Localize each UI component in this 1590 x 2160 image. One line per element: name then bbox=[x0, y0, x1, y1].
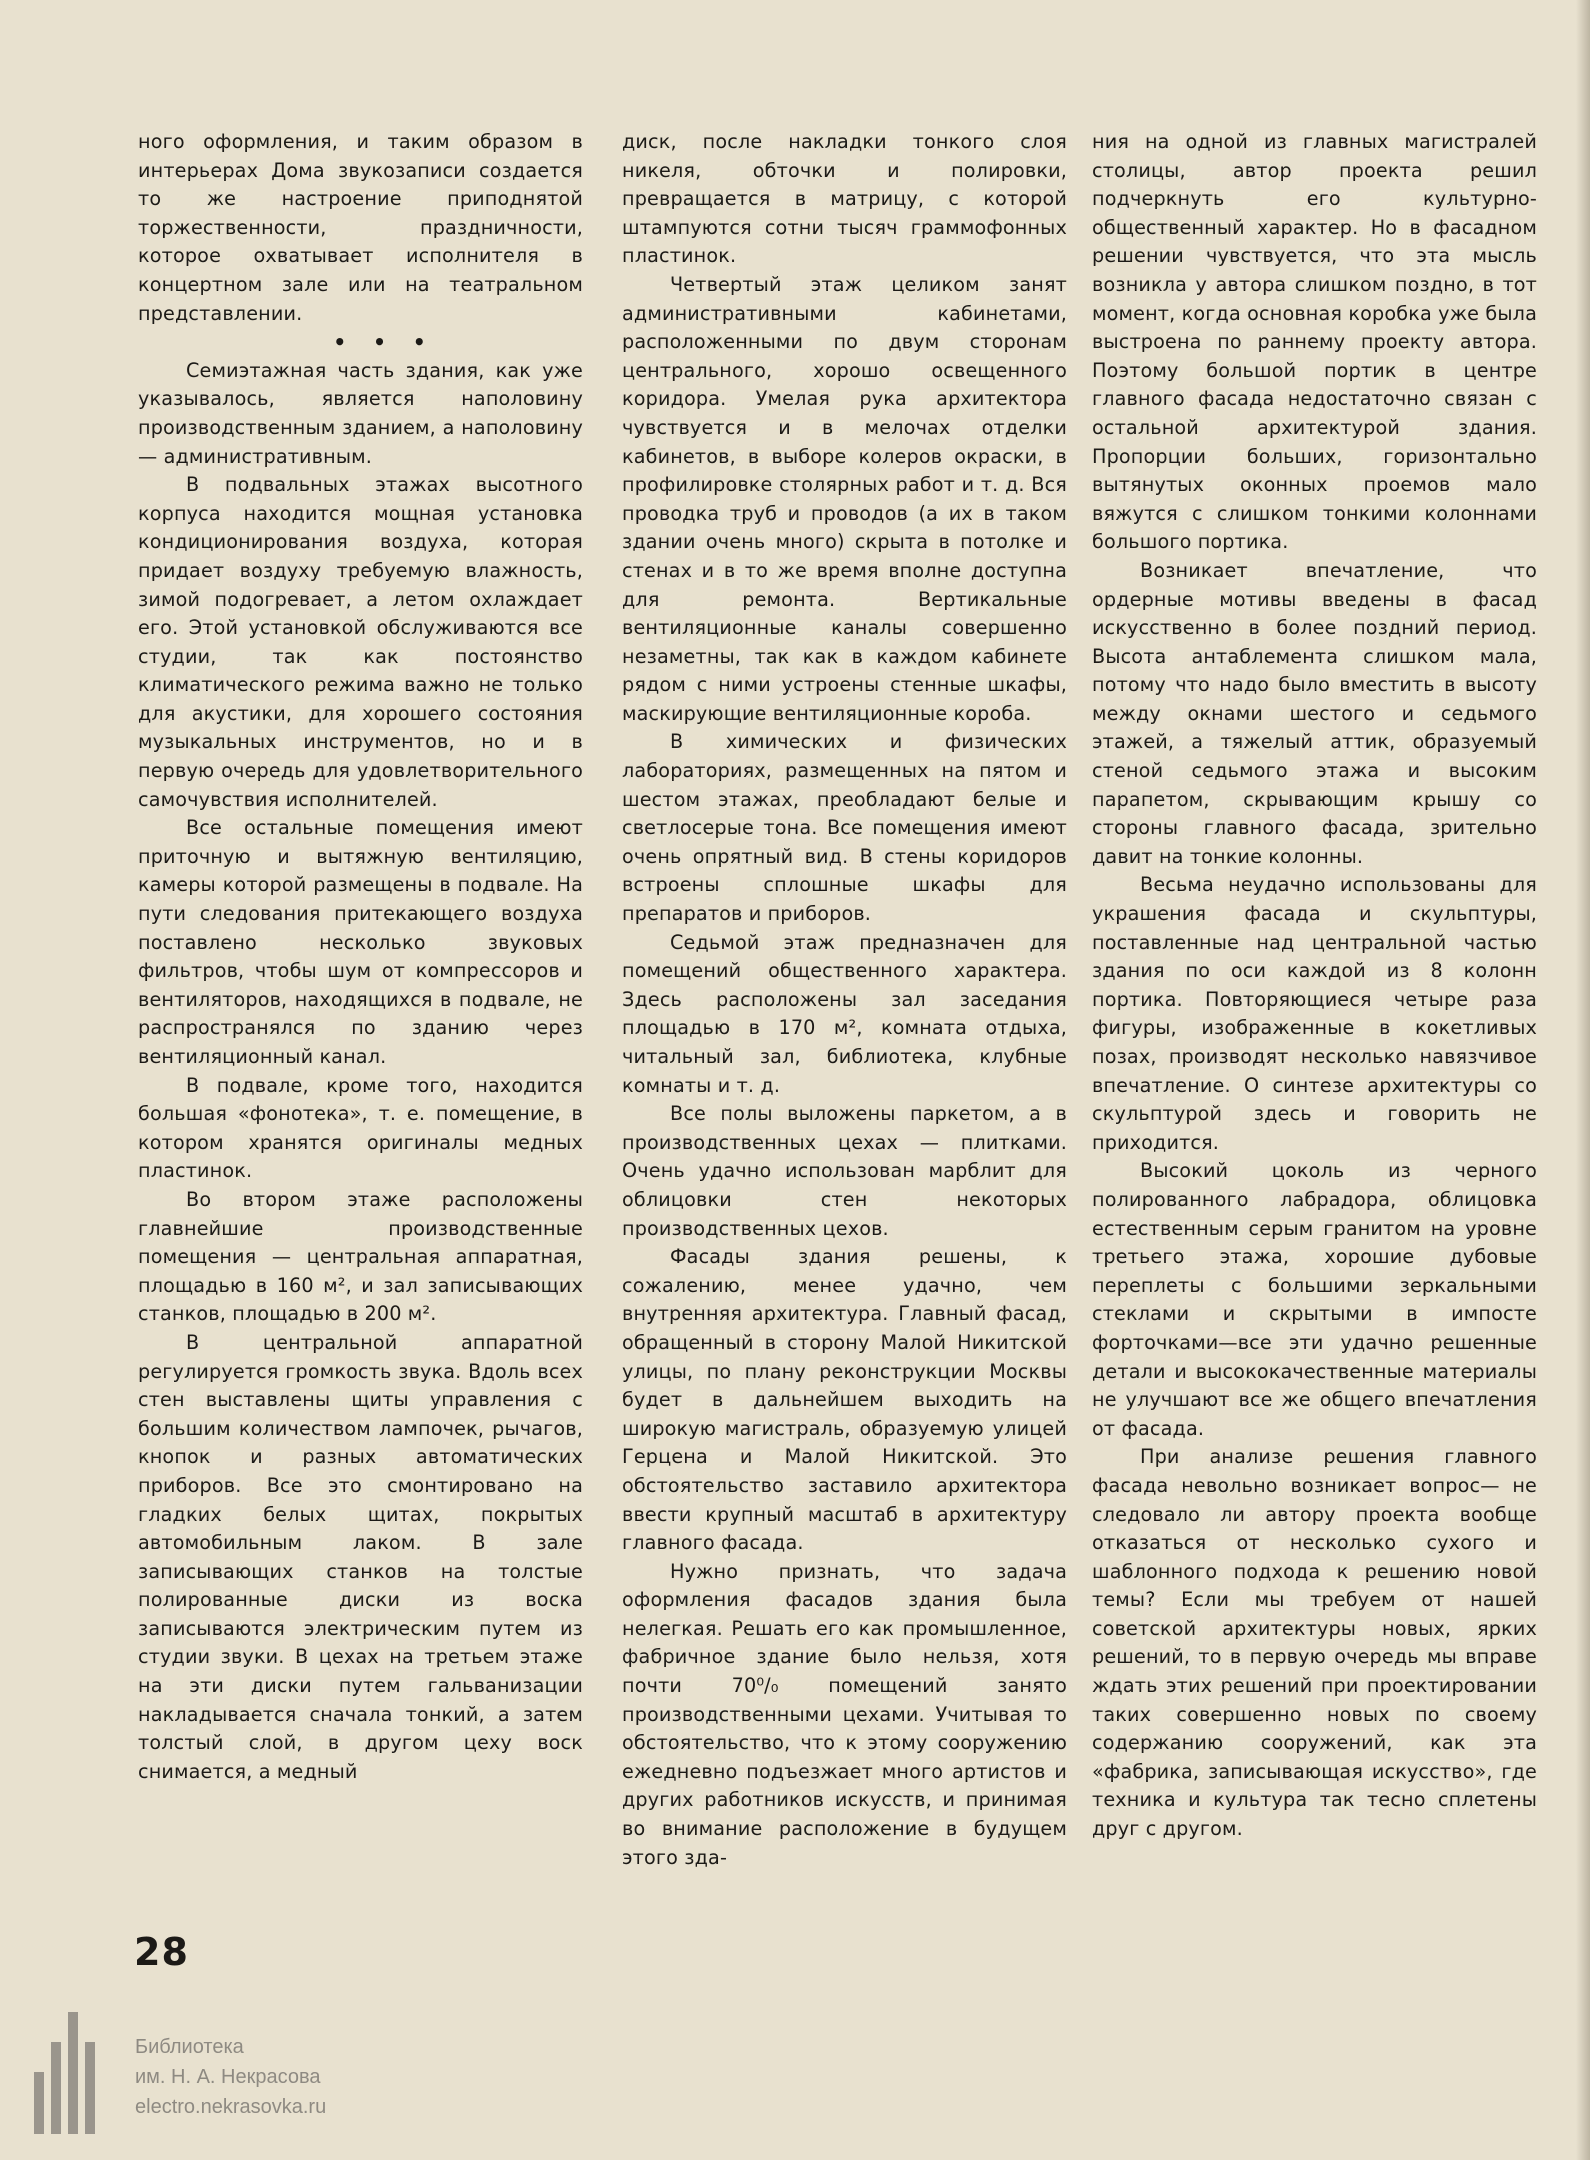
page-number: 28 bbox=[134, 1930, 189, 1974]
library-url[interactable]: electro.nekrasovka.ru bbox=[135, 2096, 327, 2118]
library-logo-icon bbox=[34, 2012, 96, 2134]
page-edge-shadow bbox=[1576, 0, 1590, 2160]
text-column-1 bbox=[138, 128, 583, 1786]
paragraph: В подвальных этажах высотного корпуса находится мощная установка кондиционирования воздуха, которая придает воздуху требуемую влажность, зимой подогревает, а летом охлаждает его. Этой установкой обслуживаются все студии, так как постоянство климатического режима важно не только для акустики, для хорошего состояния музыкальных инструментов, но и в первую очередь для удовлетворительного самочувствия исполнителей. bbox=[138, 473, 583, 811]
paragraph: При анализе решения главного фасада невольно возникает вопрос— не следовало ли автору проекта вообще отказаться от несколько сухого и шаблонного подхода к решению новой темы? Если мы требуем от нашей советской архитектуры новых, ярких решений, то в первую очередь мы вправе ждать этих решений при проектировании таких совершенно новых по своему содержанию сооружений, как эта «фабрика, записывающая искусство», где техника и культура так тесно сплетены друг с другом. bbox=[1092, 1445, 1537, 1841]
paragraph: Все остальные помещения имеют приточную и вытяжную вентиляцию, камеры которой размещены в подвале. На пути следования притекающего воздуха поставлено несколько звуковых фильтров, чтобы шум от компрессоров и вентиляторов, находящихся в подвале, не распространялся по зданию через вентиляционный канал. bbox=[138, 816, 583, 1068]
paragraph: ного оформления, и таким образом в интерьерах Дома звукозаписи создается то же настроение приподнятой торжественности, праздничности, которое охватывает исполнителя в концертном зале или на театральном представлении. bbox=[138, 130, 583, 325]
paragraph: Седьмой этаж предназначен для помещений общественного характера. Здесь расположены зал заседания площадью в 170 м², комната отдыха, читальный зал, библиотека, клубные комнаты и т. д. bbox=[622, 930, 1067, 1097]
paragraph: Высокий цоколь из черного полированного лабрадора, облицовка естественным серым гранитом на уровне третьего этажа, хорошие дубовые переплеты с большими зеркальными стеклами и скрытыми в импосте форточками—все эти удачно решенные детали и высококачественные материалы не улучшают все же общего впечатления от фасада. bbox=[1092, 1159, 1537, 1440]
paragraph: Семиэтажная часть здания, как уже указывалось, является наполовину производственным зданием, а наполовину — административным. bbox=[138, 358, 583, 468]
paragraph: Возникает впечатление, что ордерные мотивы введены в фасад искусственно в более поздний период. Высота антаблемента слишком мала, потому что надо было вместить в высоту между окнами шестого и седьмого этажей, а тяжелый аттик, образуемый стеной седьмого этажа и высоким парапетом, скрывающим крышу со стороны главного фасада, зрительно давит на тонкие колонны. bbox=[1092, 558, 1537, 868]
paragraph: Все полы выложены паркетом, а в производственных цехах — плитками. Очень удачно использован марблит для облицовки стен некоторых производственных цехов. bbox=[622, 1102, 1067, 1240]
section-separator: • • • bbox=[333, 330, 436, 355]
library-subtitle: им. Н. А. Некрасова bbox=[135, 2066, 321, 2088]
paragraph: Во втором этаже расположены главнейшие производственные помещения — центральная аппаратная, площадью в 160 м², и зал записывающих станков, площадью в 200 м². bbox=[138, 1187, 583, 1326]
paragraph: Весьма неудачно использованы для украшения фасада и скульптуры, поставленные над центральной частью здания по оси каждой из 8 колонн портика. Повторяющиеся четыре раза фигуры, изображенные в кокетливых позах, производят несколько навязчивое впечатление. О синтезе архитектуры со скульптурой здесь и говорить не приходится. bbox=[1092, 873, 1537, 1154]
library-name: Библиотека bbox=[135, 2036, 244, 2058]
text-column-3 bbox=[1092, 128, 1537, 1844]
paragraph: Фасады здания решены, к сожалению, менее удачно, чем внутренняя архитектура. Главный фасад, обращенный в сторону Малой Никитской улицы, по плану реконструкции Москвы будет в дальнейшем выходить на широкую магистраль, образуемую улицей Герцена и Малой Никитской. Это обстоятельство заставило архитектора ввести крупный масштаб в архитектуру главного фасада. bbox=[622, 1245, 1067, 1555]
paragraph: В подвале, кроме того, находится большая «фонотека», т. е. помещение, в котором хранятся оригиналы медных пластинок. bbox=[138, 1073, 583, 1183]
paragraph: Четвертый этаж целиком занят административными кабинетами, расположенными по двум сторонам центрального, хорошо освещенного коридора. Умелая рука архитектора чувствуется и в мелочах отделки кабинетов, в выборе колеров окраски, в профилировке столярных работ и т. д. Вся проводка труб и проводов (а их в таком здании очень много) скрыта в потолке и стенах и в то же время вполне доступна для ремонта. Вертикальные вентиляционные каналы совершенно незаметны, так как в каждом кабинете рядом с ними устроены стенные шкафы, маскирующие вентиляционные короба. bbox=[622, 272, 1067, 725]
paragraph: В химических и физических лабораториях, размещенных на пятом и шестом этажах, преобладают белые и светлосерые тона. Все помещения имеют очень опрятный вид. В стены коридоров встроены сплошные шкафы для препаратов и приборов. bbox=[622, 730, 1067, 926]
paragraph: диск, после накладки тонкого слоя никеля, обточки и полировки, превращается в матрицу, с которой штампуются сотни тысяч граммофонных пластинок. bbox=[622, 130, 1067, 268]
paragraph: Нужно признать, что задача оформления фасадов здания была нелегкая. Решать его как промышленное, фабричное здание было нельзя, хотя почти 70⁰/₀ помещений занято производственными цехами. Учитывая то обстоятельство, что к этому сооружению ежедневно подъезжает много артистов и других работников искусств, и принимая во внимание расположение в будущем этого зда- bbox=[622, 1559, 1067, 1869]
paragraph: В центральной аппаратной регулируется громкость звука. Вдоль всех стен выставлены щиты управления с большим количеством лампочек, рычагов, кнопок и разных автоматических приборов. Все это смонтировано на гладких белых щитах, покрытых автомобильным лаком. В зале записывающих станков на толстые полированные диски из воска записываются электрическим путем из студии звуки. В цехах на третьем этаже на эти диски путем гальванизации накладывается сначала тонкий, а затем толстый слой, в другом цеху воск снимается, а медный bbox=[138, 1330, 583, 1783]
paragraph: ния на одной из главных магистралей столицы, автор проекта решил подчеркнуть его культурно-общественный характер. Но в фасадном решении чувствуется, что эта мысль возникла у автора слишком поздно, в тот момент, когда основная коробка уже была выстроена по раннему проекту автора. Поэтому большой портик в центре главного фасада недостаточно связан с остальной архитектурой здания. Пропорции больших, горизонтально вытянутых оконных проемов мало вяжутся с слишком тонкими колоннами большого портика. bbox=[1092, 130, 1537, 554]
text-column-2 bbox=[622, 128, 1067, 1872]
library-watermark bbox=[135, 2032, 326, 2122]
